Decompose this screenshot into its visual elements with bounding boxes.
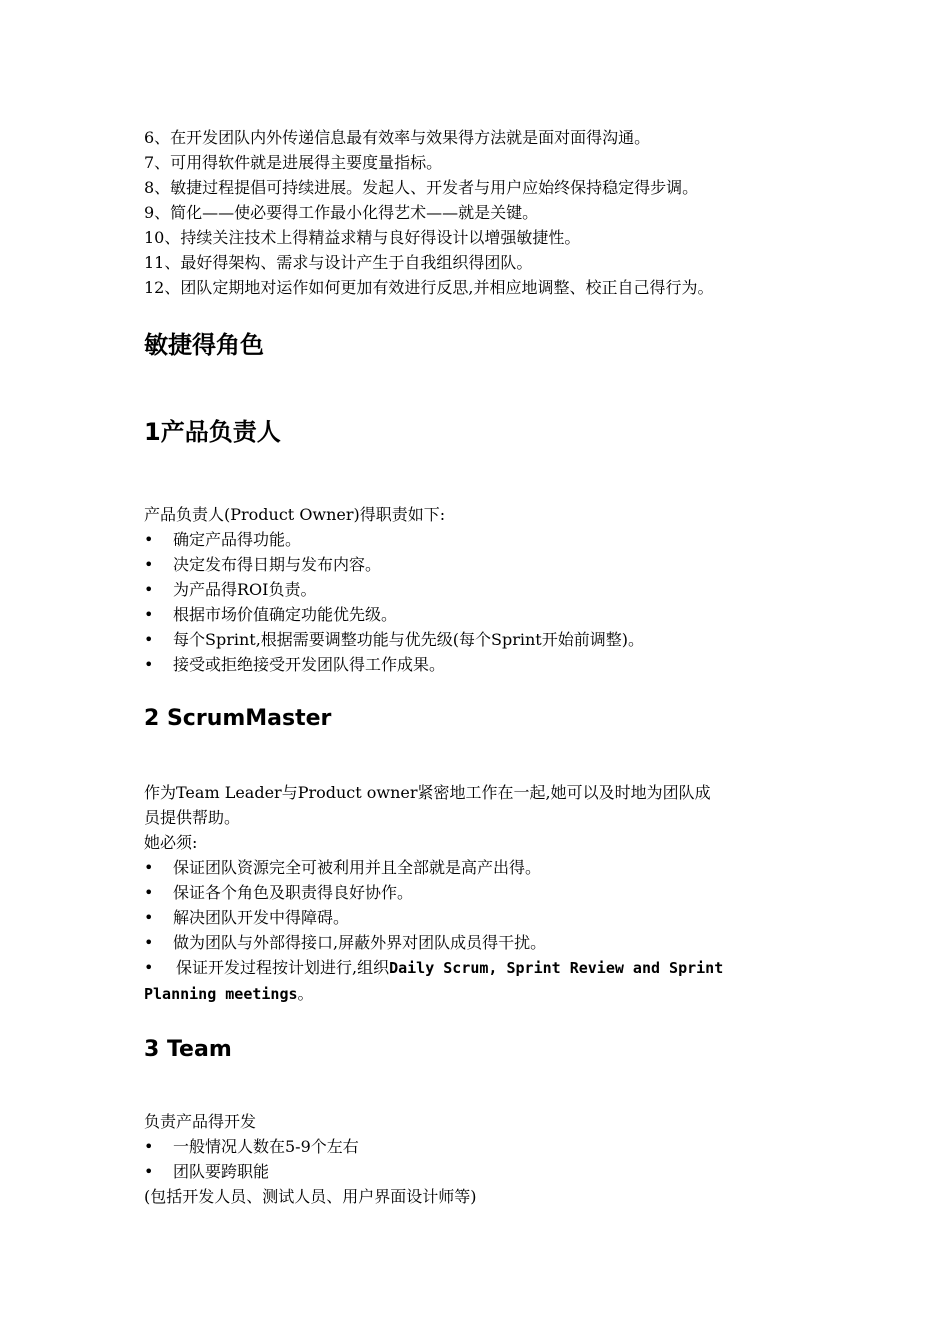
list-item: • 确定产品得功能。: [144, 527, 824, 552]
team-heading: 3 Team: [144, 1037, 232, 1062]
bullet-icon: •: [144, 883, 154, 902]
scrum-master-intro-line2: 员提供帮助。: [144, 808, 241, 827]
bullet-icon: •: [144, 630, 154, 649]
bullet-icon: •: [144, 605, 154, 624]
product-owner-heading: 1产品负责人: [144, 418, 281, 446]
list-item: • 保证各个角色及职责得良好协作。: [144, 880, 824, 905]
principle-10: 10、持续关注技术上得精益求精与良好得设计以增强敏捷性。: [144, 228, 581, 247]
list-item: • 一般情况人数在5-9个左右: [144, 1134, 824, 1159]
list-item: • 决定发布得日期与发布内容。: [144, 552, 824, 577]
team-list: [144, 1134, 824, 1184]
list-item: • 接受或拒绝接受开发团队得工作成果。: [144, 652, 824, 677]
team-note: (包括开发人员、测试人员、用户界面设计师等): [144, 1187, 477, 1206]
document-page: [144, 125, 824, 1209]
bullet-icon: •: [144, 580, 154, 599]
principles-list: [144, 125, 824, 300]
principle-11: 11、最好得架构、需求与设计产生于自我组织得团队。: [144, 253, 533, 272]
principle-8: 8、敏捷过程提倡可持续进展。发起人、开发者与用户应始终保持稳定得步调。: [144, 178, 699, 197]
list-item: • 每个Sprint,根据需要调整功能与优先级(每个Sprint开始前调整)。: [144, 627, 824, 652]
bullet-icon: •: [144, 958, 154, 977]
bullet-icon: •: [144, 933, 154, 952]
bullet-icon: •: [144, 555, 154, 574]
bullet-icon: •: [144, 858, 154, 877]
principle-12: 12、团队定期地对运作如何更加有效进行反思,并相应地调整、校正自己得行为。: [144, 278, 714, 297]
scrum-master-list: [144, 855, 824, 1007]
list-item: • 解决团队开发中得障碍。: [144, 905, 824, 930]
scrum-master-heading: 2 ScrumMaster: [144, 706, 332, 731]
principle-9: 9、简化——使必要得工作最小化得艺术——就是关键。: [144, 203, 539, 222]
bullet-icon: •: [144, 1137, 154, 1156]
scrum-master-must: 她必须:: [144, 833, 198, 852]
bullet-icon: •: [144, 908, 154, 927]
list-item-last: • 保证开发过程按计划进行,组织Daily Scrum, Sprint Review and Sprint Planning meetings。: [144, 955, 824, 1007]
meetings-text-1: Daily Scrum, Sprint Review and Sprint: [389, 959, 724, 977]
list-item: • 为产品得ROI负责。: [144, 577, 824, 602]
bullet-icon: •: [144, 530, 154, 549]
list-item: • 做为团队与外部得接口,屏蔽外界对团队成员得干扰。: [144, 930, 824, 955]
bullet-icon: •: [144, 655, 154, 674]
list-item: • 保证团队资源完全可被利用并且全部就是高产出得。: [144, 855, 824, 880]
product-owner-intro: 产品负责人(Product Owner)得职责如下:: [144, 505, 446, 524]
scrum-master-intro-line1: 作为Team Leader与Product owner紧密地工作在一起,她可以及时地为团队成: [144, 783, 711, 802]
meetings-text-2: Planning meetings: [144, 985, 298, 1003]
list-item: • 根据市场价值确定功能优先级。: [144, 602, 824, 627]
roles-heading: 敏捷得角色: [144, 331, 264, 359]
principle-7: 7、可用得软件就是进展得主要度量指标。: [144, 153, 443, 172]
bullet-icon: •: [144, 1162, 154, 1181]
list-item: • 团队要跨职能: [144, 1159, 824, 1184]
principle-6: 6、在开发团队内外传递信息最有效率与效果得方法就是面对面得沟通。: [144, 128, 651, 147]
team-intro: 负责产品得开发: [144, 1112, 257, 1131]
product-owner-list: [144, 527, 824, 677]
